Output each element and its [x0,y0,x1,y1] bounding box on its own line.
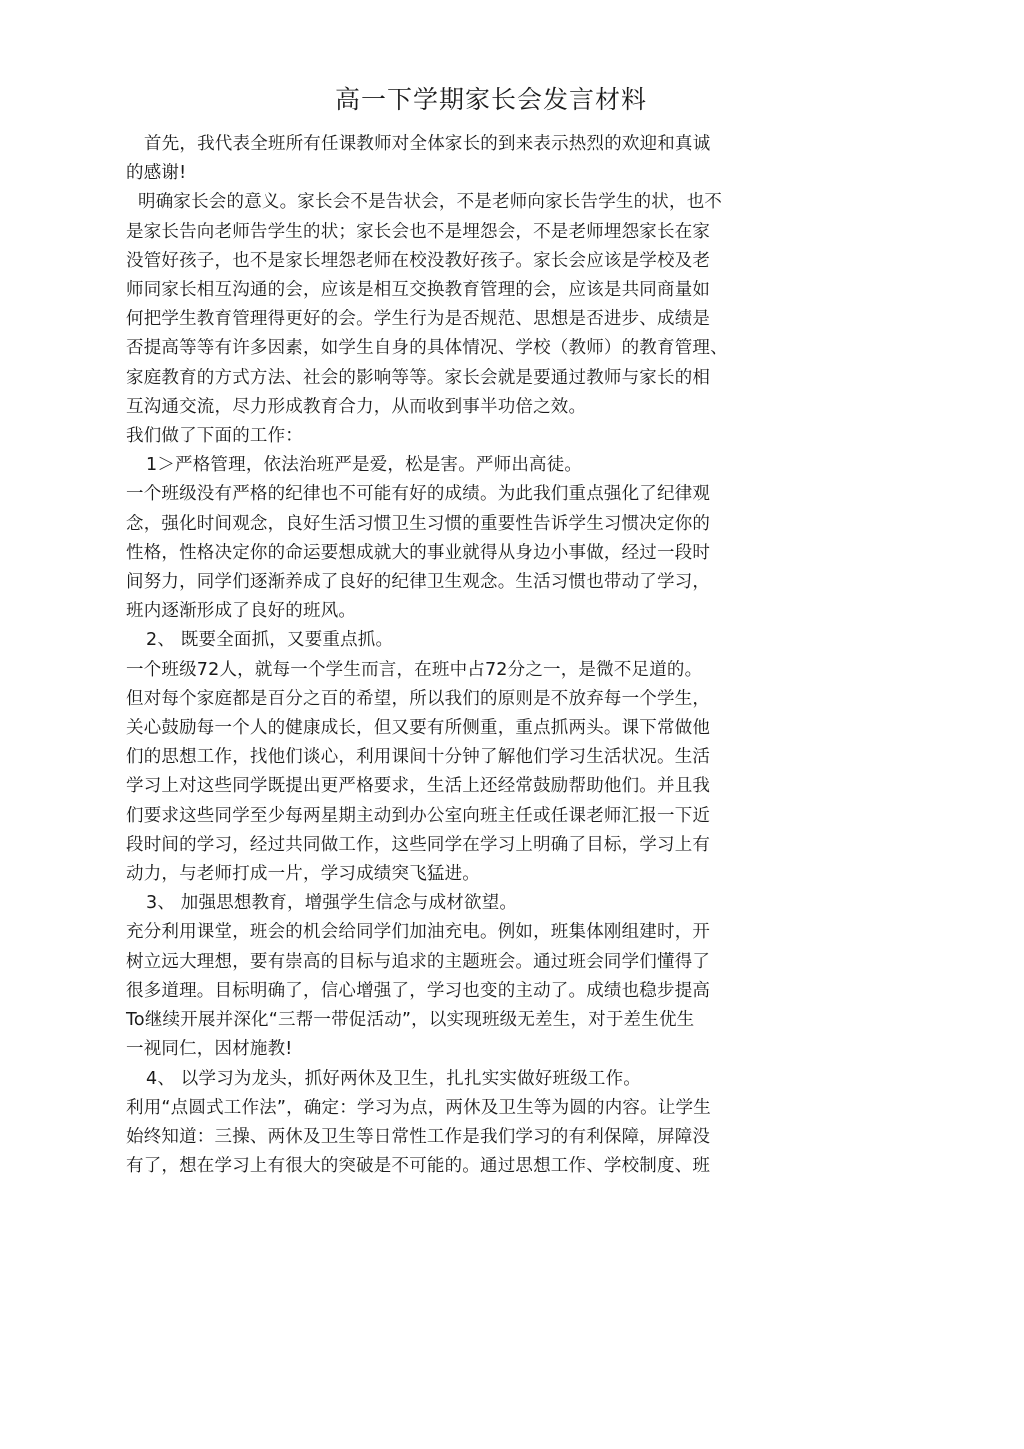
text-line: 明确家长会的意义。家长会不是告状会，不是老师向家长告学生的状，也不 [138,192,723,213]
text-line: 性格，性格决定你的命运要想成就大的事业就得从身边小事做，经过一段时 [126,542,711,563]
text-line: 们要求这些同学至少每两星期主动到办公室向班主任或任课老师汇报一下近 [126,805,711,826]
text-line: 一个班级没有严格的纪律也不可能有好的成绩。为此我们重点强化了纪律观 [126,484,711,505]
document-title: 高一下学期家长会发言材料 [334,85,647,114]
section-heading: 1＞严格管理，依法治班严是爱，松是害。严师出高徒。 [146,455,583,476]
text-line: 一视同仁，因材施教! [126,1039,293,1060]
text-line: 很多道理。目标明确了，信心增强了，学习也变的主动了。成绩也稳步提高 [126,980,711,1001]
text-line: 首先，我代表全班所有任课教师对全体家长的到来表示热烈的欢迎和真诚 [144,134,711,154]
text-line: 班内逐渐形成了良好的班风。 [126,601,357,622]
text-line: 家庭教育的方式方法、社会的影响等等。家长会就是要通过教师与家长的相 [126,367,711,388]
text-line: 充分利用课堂，班会的机会给同学们加油充电。例如，班集体刚组建时，开 [126,922,711,943]
text-line: 利用“点圆式工作法”，确定：学习为点，两休及卫生等为圆的内容。让学生 [126,1097,711,1118]
text-line: 间努力，同学们逐渐养成了良好的纪律卫生观念。生活习惯也带动了学习， [126,572,711,593]
section-heading: 4、 以学习为龙头，抓好两休及卫生，扎扎实实做好班级工作。 [146,1068,641,1089]
text-line: 我们做了下面的工作： [126,426,303,447]
text-line: 动力，与老师打成一片，学习成绩突飞猛进。 [126,864,480,885]
text-line: 互沟通交流，尽力形成教育合力，从而收到事半功倍之效。 [126,396,587,417]
text-line: To继续开展并深化“三帮一带促活动”，以实现班级无差生，对于差生优生 [126,1010,695,1031]
text-line: 学习上对这些同学既提出更严格要求，生活上还经常鼓励帮助他们。并且我 [126,776,711,797]
text-line: 但对每个家庭都是百分之百的希望，所以我们的原则是不放弃每一个学生， [126,688,711,709]
text-line: 师同家长相互沟通的会，应该是相互交换教育管理的会，应该是共同商量如 [126,280,711,301]
text-line: 一个班级72人，就每一个学生而言，在班中占72分之一，是微不足道的。 [126,659,703,680]
text-line: 段时间的学习，经过共同做工作，这些同学在学习上明确了目标，学习上有 [126,834,711,855]
document-page [126,80,836,1181]
text-line: 的感谢! [126,163,187,184]
text-line: 是家长告向老师告学生的状；家长会也不是埋怨会，不是老师埋怨家长在家 [126,221,711,242]
section-heading: 2、 既要全面抓，又要重点抓。 [146,630,394,651]
text-line: 有了，想在学习上有很大的突破是不可能的。通过思想工作、学校制度、班 [126,1156,711,1177]
text-line: 否提高等等有许多因素，如学生自身的具体情况、学校（教师）的教育管理、 [126,338,728,359]
text-line: 没管好孩子，也不是家长埋怨老师在校没教好孩子。家长会应该是学校及老 [126,250,711,271]
text-line: 们的思想工作，找他们谈心，利用课间十分钟了解他们学习生活状况。生活 [126,747,711,768]
text-line: 树立远大理想，要有崇高的目标与追求的主题班会。通过班会同学们懂得了 [126,951,711,972]
text-line: 念，强化时间观念，良好生活习惯卫生习惯的重要性告诉学生习惯决定你的 [126,513,711,534]
text-line: 何把学生教育管理得更好的会。学生行为是否规范、思想是否进步、成绩是 [126,309,711,330]
section-heading: 3、 加强思想教育，增强学生信念与成材欲望。 [146,893,518,914]
text-line: 始终知道：三操、两休及卫生等日常性工作是我们学习的有利保障，屏障没 [126,1126,711,1147]
document-body [126,130,836,1181]
text-line: 关心鼓励每一个人的健康成长，但又要有所侧重，重点抓两头。课下常做他 [126,718,711,739]
